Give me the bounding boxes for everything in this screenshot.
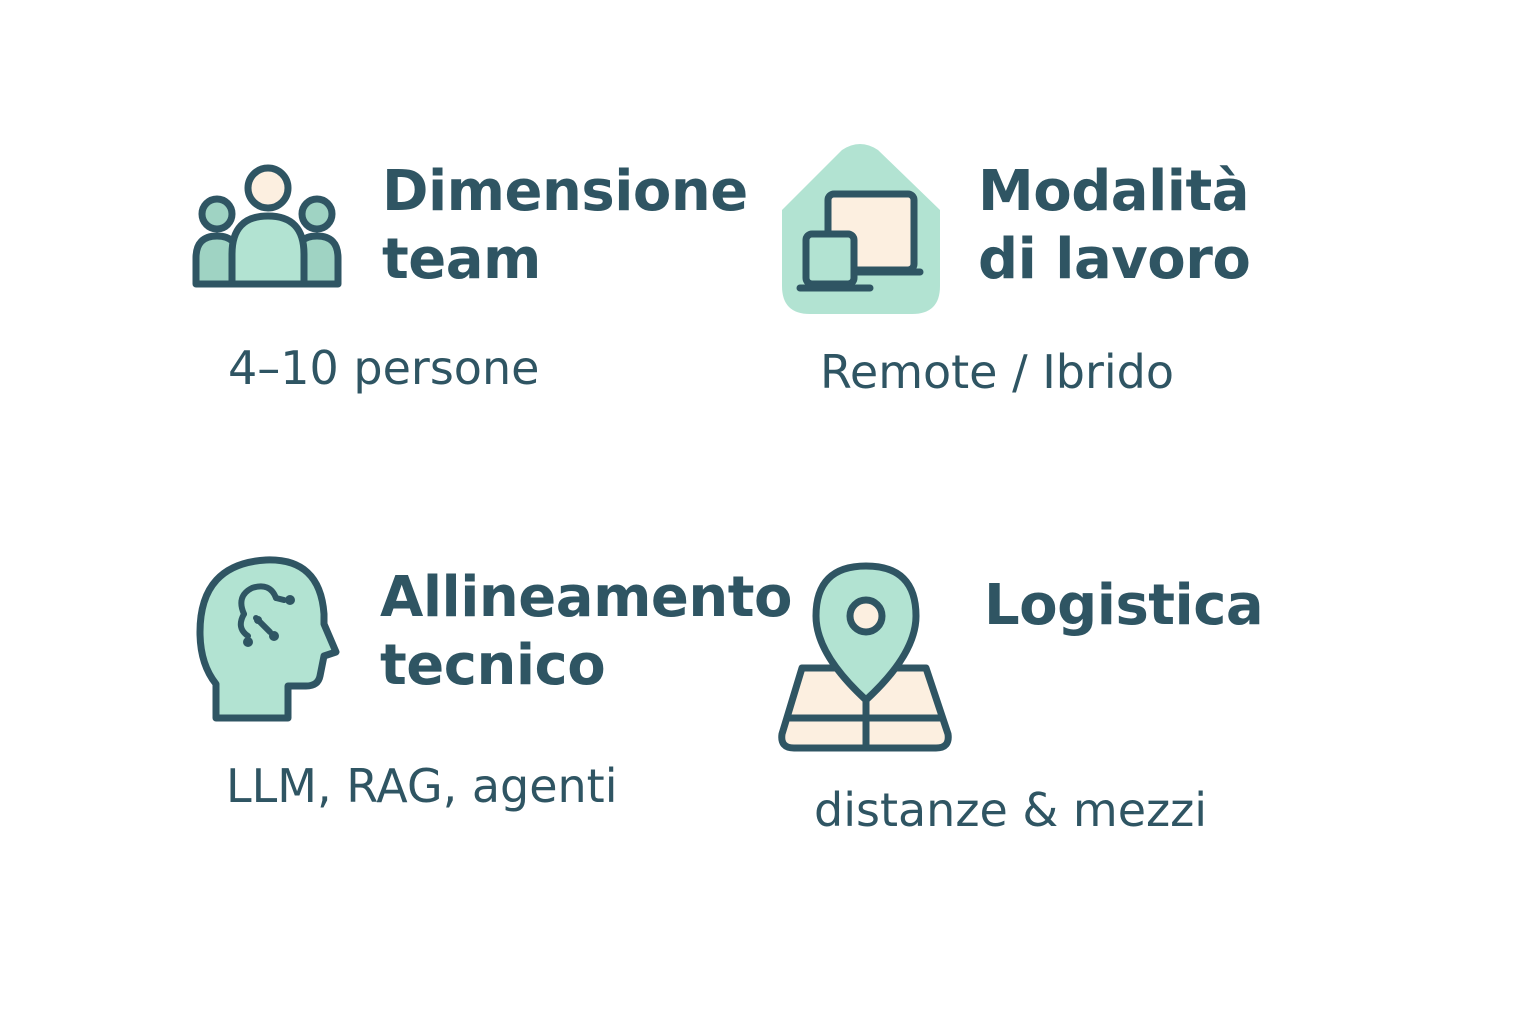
team-icon [192, 162, 344, 288]
title-line: Logistica [984, 573, 1264, 638]
card-value-work-mode: Remote / Ibrido [820, 345, 1175, 399]
card-title-team-size [382, 158, 748, 294]
title-line: di lavoro [978, 227, 1251, 292]
title-line: tecnico [380, 633, 606, 698]
title-line: Dimensione [382, 159, 748, 224]
title-line: team [382, 227, 541, 292]
card-title-work-mode [978, 158, 1250, 294]
card-value-team-size: 4–10 persone [228, 341, 540, 395]
card-title-logistics [984, 572, 1263, 640]
home-devices-icon [780, 142, 942, 314]
title-line: Allineamento [380, 565, 793, 630]
map-pin-icon [776, 562, 956, 754]
title-line: Modalità [978, 159, 1250, 224]
card-value-logistics: distanze & mezzi [814, 783, 1208, 837]
card-value-tech-alignment: LLM, RAG, agenti [226, 759, 618, 813]
head-circuit-icon [196, 556, 342, 722]
card-title-tech-alignment [380, 564, 792, 700]
